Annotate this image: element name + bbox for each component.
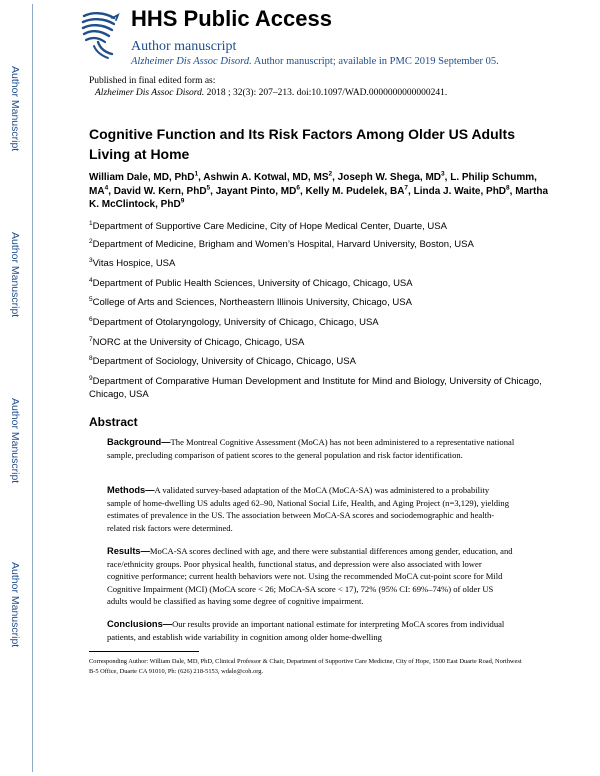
hhs-public-access-title: HHS Public Access [131, 6, 332, 31]
author: William Dale, MD, PhD [89, 172, 195, 183]
side-label-4: Author Manuscript [9, 562, 21, 648]
article-title: Cognitive Function and Its Risk Factors Among Older US Adults Living at Home [89, 126, 515, 162]
abstract-background: Background—The Montreal Cognitive Assessment (MoCA) has not been administered to a representative national sample, precluding comparison of patient scores to the general population and risk factor identification. [107, 437, 515, 460]
footnote-rule [89, 651, 199, 652]
affiliation: $^4$Department of Public Health Sciences, University of Chicago, Chicago, USA [89, 276, 413, 289]
publication-info [89, 75, 447, 99]
author-list: William Dale, MD, PhD$^1$, Ashwin A. Kotwal, MD, $MS^2$, Joseph W. Shega, $MD^3$, L. Philip Schumm, $MA^4$, David W. Kern, PhD$^5$, Jayant Pinto, $MD^6$, Kelly M. Pudelek, $BA^7$, Linda J. Waite, PhD$^8$, Martha K. McClintock, PhD$^9$ [89, 170, 549, 210]
affiliation: $^3$Vitas Hospice, USA [89, 256, 176, 269]
abstract-conclusions: Conclusions—Our results provide an important national estimate for interpreting MoCA scores from individual patients, and establish wide variability in cognition among older home-dwelling [107, 619, 505, 642]
affiliation: $^5$College of Arts and Sciences, Northeastern Illinois University, Chicago, USA [89, 295, 412, 308]
affiliation: $^1$Department of Supportive Care Medicine, City of Hope Medical Center, Duarte, USA [89, 219, 447, 232]
author-manuscript-subtitle: Author manuscript [131, 39, 237, 54]
affiliation: $^8$Department of Sociology, University of Chicago, Chicago, USA [89, 354, 356, 367]
journal-name: Alzheimer Dis Assoc Disord. [131, 56, 252, 67]
side-label-3: Author Manuscript [9, 398, 21, 484]
citation-journal: Alzheimer Dis Assoc Disord. [95, 88, 205, 98]
author: Jayant Pinto, MD [215, 185, 297, 197]
abstract-methods: Methods—A validated survey-based adaptation of the MoCA (MoCA-SA) was administered to a probability sample of home-dwelling US adults aged 62–90, National Social Life, Health, and Aging Project (n=3,129), yielding estimates of prevalence in the US. The association between MoCA-SA scores and sociodemographic and health-related risk factors were determined. [107, 485, 509, 533]
section-label: Conclusions— [107, 619, 173, 629]
side-label-1: Author Manuscript [9, 66, 21, 152]
availability-text: Author manuscript; available in PMC 2019 September 05. [253, 56, 499, 67]
citation-line [89, 87, 447, 99]
author: Joseph W. Shega, MD [337, 172, 442, 183]
margin-rule [32, 4, 33, 772]
published-label: Published in final edited form as: [89, 76, 216, 86]
author: Martha K. McClintock, PhD [89, 185, 549, 210]
affiliation: $^9$Department of Comparative Human Development and Institute for Mind and Biology, University of Chicago, Chicago, USA [89, 374, 542, 400]
abstract-heading: Abstract [89, 415, 138, 429]
affiliation: $^6$Department of Otolaryngology, University of Chicago, Chicago, USA [89, 315, 379, 328]
side-label-2: Author Manuscript [9, 232, 21, 318]
availability-line [131, 56, 499, 67]
author: Ashwin A. Kotwal, MD, MS [203, 172, 329, 183]
section-label: Results— [107, 546, 150, 556]
affiliation: $^2$Department of Medicine, Brigham and Women’s Hospital, Harvard University, Boston, USA [89, 237, 474, 250]
hhs-eagle-logo-icon [78, 8, 122, 60]
author: L. Philip Schumm, MA [89, 172, 537, 197]
author: David W. Kern, PhD [113, 185, 207, 197]
author: Linda J. Waite, PhD [413, 185, 507, 197]
corresponding-author-footnote: Corresponding Author: William Dale, MD, PhD, Clinical Professor & Chair, Department of Supportive Care Medicine, City of Hope, 1500 East Duarte Road, Northwest B-5 Office, Duarte CA 91010, Ph: (626) 218-5153, wdale@coh.org. [89, 658, 522, 675]
abstract-results: Results—MoCA-SA scores declined with age, and there were substantial differences among gender, education, and race/ethnicity groups. Poor physical health, functional status, and depression were also associated with lower cognitive performance; current health behaviors were not. Using the recommended MoCA cut-point score for Mild Cognitive Impairment (MCI) (MoCA score < 26; MoCA-SA score < 17), 72% (95% CI: 69%–74%) of older US adults would be classified as having some degree of cognitive impairment. [107, 546, 513, 607]
affiliation: $^7$NORC at the University of Chicago, Chicago, USA [89, 335, 305, 348]
section-label: Background— [107, 437, 171, 447]
section-label: Methods— [107, 485, 155, 495]
author: Kelly M. Pudelek, BA [305, 185, 405, 197]
citation-text: 2018 ; 32(3): 207–213. doi:10.1097/WAD.0000000000000241. [206, 88, 448, 98]
